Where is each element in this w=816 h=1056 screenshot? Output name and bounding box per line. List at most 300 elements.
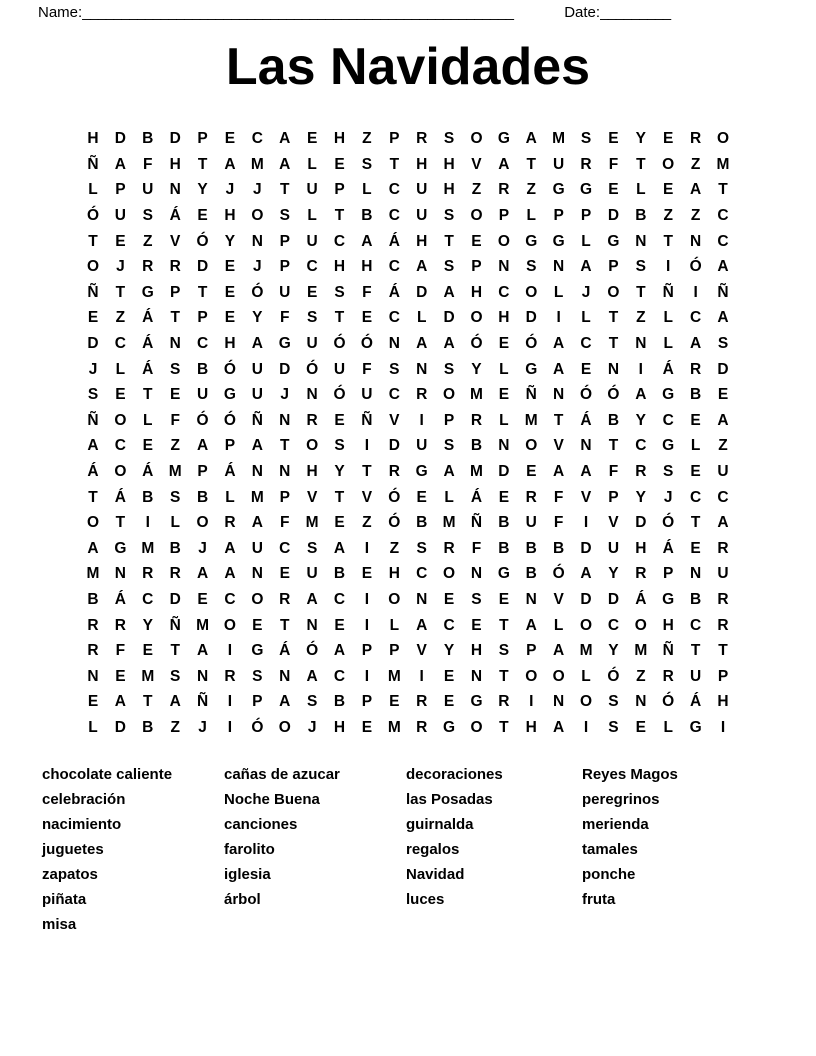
grid-letter[interactable]: N [553,693,565,711]
grid-letter[interactable]: M [141,539,155,557]
grid-letter[interactable]: A [443,334,455,352]
grid-letter[interactable]: E [252,616,263,634]
grid-letter[interactable]: I [693,283,698,301]
grid-letter[interactable]: H [333,130,346,148]
grid-letter[interactable]: H [361,258,373,276]
grid-letter[interactable]: T [636,155,646,173]
grid-letter[interactable]: I [583,718,589,736]
grid-letter[interactable]: R [169,258,181,276]
grid-letter[interactable]: F [553,514,564,532]
grid-letter[interactable]: N [279,411,291,429]
grid-letter[interactable]: T [608,334,619,352]
grid-letter[interactable]: O [662,155,675,173]
grid-letter[interactable]: E [443,590,455,608]
grid-letter[interactable]: A [525,130,537,148]
grid-letter[interactable]: Á [114,590,126,608]
grid-letter[interactable]: M [634,642,648,660]
grid-letter[interactable]: I [227,718,233,736]
grid-letter[interactable]: C [388,181,400,199]
grid-letter[interactable]: Á [388,283,400,301]
grid-letter[interactable]: B [635,207,647,225]
word-list-item[interactable]: decoraciones [406,766,503,784]
grid-letter[interactable]: O [114,411,127,429]
grid-letter[interactable]: Á [169,207,181,225]
grid-letter[interactable]: A [306,667,318,685]
grid-letter[interactable]: O [470,130,483,148]
grid-letter[interactable]: G [497,565,510,583]
grid-letter[interactable]: G [114,539,127,557]
grid-letter[interactable]: Y [443,642,455,660]
grid-letter[interactable]: L [88,181,98,199]
grid-letter[interactable]: Ó [662,514,675,532]
grid-letter[interactable]: V [580,488,592,506]
grid-letter[interactable]: S [416,539,427,557]
grid-letter[interactable]: O [278,718,291,736]
grid-letter[interactable]: T [608,309,619,327]
grid-letter[interactable]: G [552,232,565,250]
grid-letter[interactable]: A [717,411,729,429]
grid-letter[interactable]: H [470,642,483,660]
grid-letter[interactable]: R [580,155,592,173]
grid-letter[interactable]: H [224,207,236,225]
grid-letter[interactable]: C [717,207,729,225]
grid-letter[interactable]: I [364,667,370,685]
grid-letter[interactable]: Z [636,309,646,327]
grid-letter[interactable]: J [307,718,317,736]
grid-letter[interactable]: D [607,590,620,608]
grid-letter[interactable]: N [169,334,181,352]
grid-letter[interactable]: J [198,539,207,557]
grid-letter[interactable]: Ñ [196,693,209,711]
grid-letter[interactable]: H [224,334,236,352]
grid-letter[interactable]: I [666,258,671,276]
grid-letter[interactable]: E [115,386,126,404]
word-list-item[interactable]: juguetes [42,841,104,859]
grid-letter[interactable]: C [388,386,400,404]
word-list-item[interactable]: guirnalda [406,816,474,834]
word-list-item[interactable]: misa [42,916,77,934]
grid-letter[interactable]: M [470,462,483,480]
grid-letter[interactable]: B [607,411,620,429]
grid-letter[interactable]: E [498,334,510,352]
grid-letter[interactable]: E [224,130,236,148]
grid-letter[interactable]: P [389,130,400,148]
grid-letter[interactable]: C [333,667,346,685]
grid-letter[interactable]: S [142,207,153,225]
grid-letter[interactable]: C [717,488,729,506]
grid-letter[interactable]: E [608,181,619,199]
grid-letter[interactable]: S [306,693,318,711]
grid-letter[interactable]: G [525,232,538,250]
grid-letter[interactable]: R [689,360,702,378]
grid-letter[interactable]: N [498,258,510,276]
grid-letter[interactable]: Ó [196,232,209,250]
grid-letter[interactable]: Y [635,488,646,506]
grid-letter[interactable]: Z [389,539,400,557]
grid-letter[interactable]: P [197,130,208,148]
grid-letter[interactable]: E [608,130,619,148]
grid-letter[interactable]: H [443,181,455,199]
grid-letter[interactable]: Ó [223,411,236,429]
word-list-item[interactable]: las Posadas [406,791,493,809]
word-list-item[interactable]: zapatos [42,866,98,884]
grid-letter[interactable]: P [608,258,619,276]
grid-letter[interactable]: U [251,386,263,404]
grid-letter[interactable]: A [689,334,702,352]
grid-letter[interactable]: T [608,437,619,455]
grid-letter[interactable]: A [114,693,126,711]
grid-letter[interactable]: U [416,181,428,199]
grid-letter[interactable]: R [717,590,729,608]
grid-letter[interactable]: L [444,488,454,506]
grid-letter[interactable]: T [170,309,180,327]
grid-letter[interactable]: O [470,718,483,736]
grid-letter[interactable]: T [170,642,180,660]
word-list-item[interactable]: luces [406,891,445,909]
grid-letter[interactable]: Ñ [87,155,99,173]
grid-letter[interactable]: O [716,130,730,148]
grid-letter[interactable]: Y [608,642,619,660]
grid-letter[interactable]: C [635,437,647,455]
grid-letter[interactable]: R [224,667,236,685]
grid-letter[interactable]: O [525,667,538,685]
grid-letter[interactable]: V [608,514,619,532]
grid-letter[interactable]: Y [471,360,482,378]
grid-letter[interactable]: Ó [251,283,264,301]
grid-letter[interactable]: U [306,334,318,352]
grid-letter[interactable]: J [116,258,125,276]
grid-letter[interactable]: A [224,155,236,173]
grid-letter[interactable]: R [717,616,729,634]
grid-letter[interactable]: E [717,386,729,404]
grid-letter[interactable]: Y [142,616,153,634]
grid-letter[interactable]: M [86,565,100,583]
grid-letter[interactable]: H [333,258,346,276]
grid-letter[interactable]: U [416,437,428,455]
grid-letter[interactable]: V [471,155,482,173]
grid-letter[interactable]: O [470,309,483,327]
grid-letter[interactable]: L [663,718,673,736]
grid-letter[interactable]: Ñ [525,386,537,404]
grid-letter[interactable]: E [580,360,592,378]
grid-letter[interactable]: C [196,334,209,352]
grid-letter[interactable]: A [717,309,729,327]
grid-letter[interactable]: L [663,334,673,352]
grid-letter[interactable]: L [307,207,317,225]
grid-letter[interactable]: S [443,437,455,455]
grid-letter[interactable]: D [196,258,209,276]
grid-letter[interactable]: U [717,565,729,583]
grid-letter[interactable]: E [142,437,153,455]
grid-letter[interactable]: R [470,411,483,429]
grid-letter[interactable]: O [525,437,538,455]
grid-letter[interactable]: H [306,462,318,480]
grid-letter[interactable]: Á [142,309,154,327]
grid-letter[interactable]: L [115,360,126,378]
grid-letter[interactable]: N [279,462,291,480]
grid-letter[interactable]: H [662,616,674,634]
grid-letter[interactable]: A [416,334,428,352]
grid-letter[interactable]: O [388,590,401,608]
word-list-item[interactable]: fruta [582,891,616,909]
grid-letter[interactable]: E [498,386,510,404]
grid-letter[interactable]: E [142,642,153,660]
grid-letter[interactable]: B [416,514,428,532]
grid-letter[interactable]: Á [142,360,154,378]
grid-letter[interactable]: A [224,539,236,557]
grid-letter[interactable]: G [497,130,510,148]
grid-letter[interactable]: O [552,667,565,685]
grid-letter[interactable]: A [443,283,455,301]
grid-letter[interactable]: E [526,462,537,480]
grid-letter[interactable]: T [526,155,536,173]
word-list-item[interactable]: tamales [582,841,638,859]
grid-letter[interactable]: H [470,283,483,301]
grid-letter[interactable]: E [224,309,236,327]
grid-letter[interactable]: P [580,207,592,225]
grid-letter[interactable]: D [279,360,291,378]
grid-letter[interactable]: D [169,590,181,608]
grid-letter[interactable]: M [250,488,264,506]
grid-letter[interactable]: C [689,616,702,634]
grid-letter[interactable]: E [361,565,373,583]
grid-letter[interactable]: Ó [223,360,236,378]
grid-letter[interactable]: T [143,693,153,711]
grid-letter[interactable]: O [86,514,100,532]
grid-letter[interactable]: T [88,488,98,506]
grid-letter[interactable]: N [169,181,181,199]
grid-letter[interactable]: O [525,283,538,301]
grid-letter[interactable]: A [361,232,373,250]
grid-letter[interactable]: R [142,258,154,276]
grid-letter[interactable]: B [525,565,537,583]
grid-letter[interactable]: Y [197,181,208,199]
word-list-item[interactable]: nacimiento [42,816,122,834]
grid-letter[interactable]: F [143,155,153,173]
grid-letter[interactable]: Ó [525,334,538,352]
grid-letter[interactable]: V [416,642,427,660]
word-list-item[interactable]: Navidad [406,866,465,884]
grid-letter[interactable]: U [306,232,318,250]
grid-letter[interactable]: Á [635,590,647,608]
grid-letter[interactable]: N [689,232,702,250]
grid-letter[interactable]: F [362,283,372,301]
grid-letter[interactable]: O [607,283,620,301]
grid-letter[interactable]: M [716,155,730,173]
grid-letter[interactable]: E [87,309,99,327]
grid-letter[interactable]: I [529,693,534,711]
grid-letter[interactable]: S [361,155,373,173]
grid-letter[interactable]: L [499,360,509,378]
grid-letter[interactable]: Z [362,130,372,148]
grid-letter[interactable]: N [553,386,565,404]
grid-letter[interactable]: R [689,130,702,148]
grid-letter[interactable]: R [635,565,647,583]
grid-letter[interactable]: P [663,565,674,583]
grid-letter[interactable]: O [497,232,510,250]
grid-letter[interactable]: Z [718,437,728,455]
grid-letter[interactable]: T [690,642,701,660]
grid-letter[interactable]: Z [170,718,180,736]
grid-letter[interactable]: L [499,411,509,429]
grid-letter[interactable]: R [416,386,428,404]
grid-letter[interactable]: U [553,155,565,173]
grid-letter[interactable]: C [580,334,592,352]
grid-letter[interactable]: I [720,718,726,736]
grid-letter[interactable]: R [306,411,318,429]
grid-letter[interactable]: H [87,130,99,148]
grid-letter[interactable]: Z [663,207,673,225]
grid-letter[interactable]: E [224,258,236,276]
grid-letter[interactable]: G [223,386,236,404]
grid-letter[interactable]: A [416,258,428,276]
grid-letter[interactable]: A [333,642,346,660]
grid-letter[interactable]: Á [580,411,592,429]
grid-letter[interactable]: E [197,590,208,608]
grid-letter[interactable]: T [553,411,564,429]
grid-letter[interactable]: S [170,488,181,506]
grid-letter[interactable]: P [361,642,373,660]
grid-letter[interactable]: G [278,334,291,352]
grid-letter[interactable]: C [388,207,400,225]
grid-letter[interactable]: E [361,309,373,327]
grid-letter[interactable]: D [498,462,510,480]
grid-letter[interactable]: O [251,207,264,225]
grid-letter[interactable]: S [279,207,290,225]
grid-letter[interactable]: C [388,309,400,327]
grid-letter[interactable]: L [143,411,153,429]
grid-letter[interactable]: L [636,181,646,199]
grid-letter[interactable]: G [662,590,675,608]
grid-letter[interactable]: T [444,232,454,250]
grid-letter[interactable]: J [581,283,591,301]
grid-letter[interactable]: T [334,207,345,225]
grid-letter[interactable]: T [718,181,728,199]
grid-letter[interactable]: J [225,181,235,199]
grid-letter[interactable]: B [361,207,373,225]
grid-letter[interactable]: M [168,462,182,480]
grid-letter[interactable]: D [443,309,455,327]
grid-letter[interactable]: A [553,334,565,352]
grid-letter[interactable]: Ó [580,386,593,404]
grid-letter[interactable]: Z [143,232,153,250]
grid-letter[interactable]: F [608,462,619,480]
grid-letter[interactable]: P [717,667,729,685]
grid-letter[interactable]: C [416,565,428,583]
word-list-item[interactable]: iglesia [224,866,271,884]
grid-letter[interactable]: Y [635,130,646,148]
grid-letter[interactable]: Y [635,411,646,429]
grid-letter[interactable]: Z [526,181,536,199]
grid-letter[interactable]: L [225,488,235,506]
grid-letter[interactable]: E [224,283,236,301]
grid-letter[interactable]: R [498,693,510,711]
grid-letter[interactable]: H [525,718,537,736]
grid-letter[interactable]: S [306,309,318,327]
grid-letter[interactable]: T [115,514,126,532]
grid-letter[interactable]: Á [388,232,400,250]
grid-letter[interactable]: N [251,462,263,480]
grid-letter[interactable]: O [86,258,100,276]
grid-letter[interactable]: A [333,539,346,557]
grid-letter[interactable]: F [115,642,126,660]
grid-letter[interactable]: Ó [388,514,401,532]
grid-letter[interactable]: P [279,258,290,276]
grid-letter[interactable]: Ñ [87,411,99,429]
grid-letter[interactable]: E [334,616,345,634]
grid-letter[interactable]: S [608,693,619,711]
grid-letter[interactable]: Á [689,693,702,711]
grid-letter[interactable]: Ñ [169,616,181,634]
grid-letter[interactable]: R [416,693,428,711]
grid-letter[interactable]: N [306,386,318,404]
grid-letter[interactable]: G [251,642,264,660]
grid-letter[interactable]: L [663,309,673,327]
grid-letter[interactable]: I [419,411,424,429]
grid-letter[interactable]: C [306,258,318,276]
grid-letter[interactable]: R [87,642,99,660]
grid-letter[interactable]: D [87,334,99,352]
grid-letter[interactable]: N [635,232,647,250]
grid-letter[interactable]: U [196,386,209,404]
grid-letter[interactable]: P [115,181,126,199]
grid-letter[interactable]: L [307,155,317,173]
grid-letter[interactable]: E [471,232,482,250]
grid-letter[interactable]: U [333,360,346,378]
grid-letter[interactable]: H [416,232,428,250]
grid-letter[interactable]: Ñ [662,283,674,301]
grid-letter[interactable]: D [416,283,428,301]
grid-letter[interactable]: T [362,462,372,480]
grid-letter[interactable]: G [525,360,538,378]
grid-letter[interactable]: C [333,232,346,250]
grid-letter[interactable]: T [718,642,728,660]
grid-letter[interactable]: S [306,539,318,557]
grid-letter[interactable]: N [388,334,400,352]
grid-letter[interactable]: G [580,181,593,199]
grid-letter[interactable]: M [387,667,401,685]
grid-letter[interactable]: U [142,181,154,199]
grid-letter[interactable]: U [416,207,428,225]
grid-letter[interactable]: I [364,539,370,557]
grid-letter[interactable]: Z [170,437,180,455]
grid-letter[interactable]: J [88,360,98,378]
word-list-item[interactable]: canciones [224,816,298,834]
grid-letter[interactable]: A [87,437,99,455]
grid-letter[interactable]: Á [470,488,483,506]
grid-letter[interactable]: U [689,667,702,685]
grid-letter[interactable]: Ó [306,642,319,660]
grid-letter[interactable]: H [416,155,428,173]
grid-letter[interactable]: H [388,565,400,583]
grid-letter[interactable]: F [170,411,180,429]
word-list-item[interactable]: celebración [42,791,126,809]
grid-letter[interactable]: G [662,386,675,404]
grid-letter[interactable]: P [553,207,564,225]
grid-letter[interactable]: A [498,155,510,173]
grid-letter[interactable]: E [443,693,455,711]
grid-letter[interactable]: N [279,667,291,685]
grid-letter[interactable]: O [223,616,236,634]
grid-letter[interactable]: S [334,283,345,301]
grid-letter[interactable]: S [443,130,455,148]
grid-letter[interactable]: V [170,232,181,250]
grid-letter[interactable]: S [608,718,619,736]
grid-letter[interactable]: A [553,642,565,660]
word-list-item[interactable]: ponche [582,866,636,884]
grid-letter[interactable]: J [280,386,290,404]
grid-letter[interactable]: O [306,437,319,455]
